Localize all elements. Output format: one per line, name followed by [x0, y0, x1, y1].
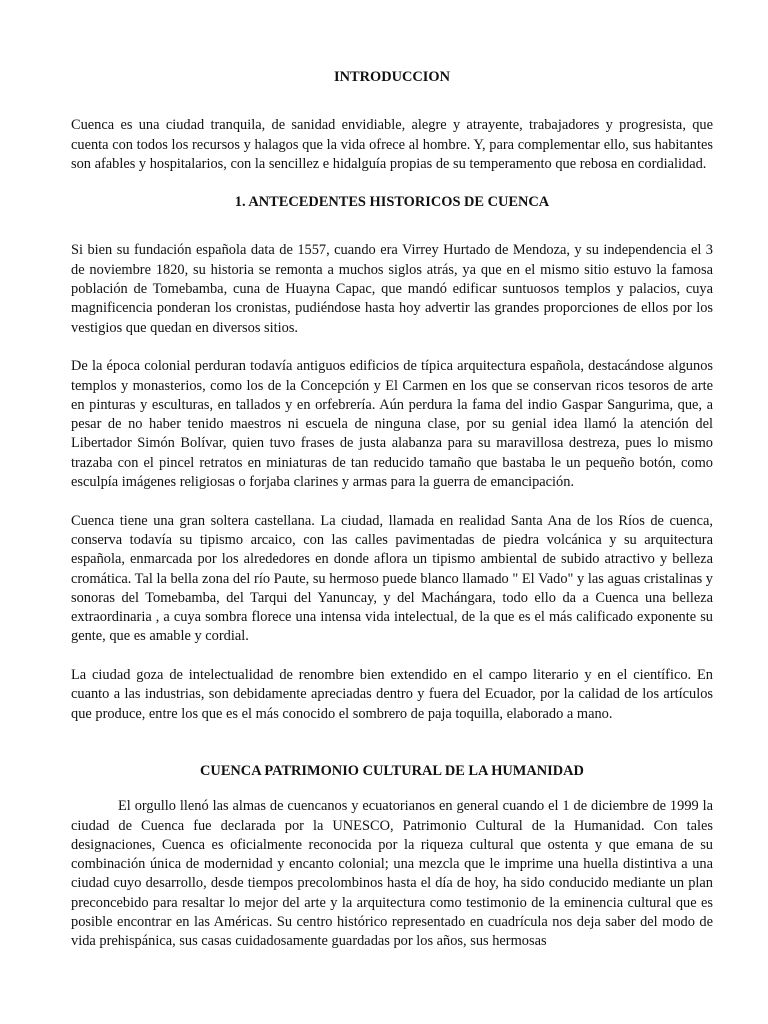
section1-body: [71, 241, 713, 723]
section2-paragraph: El orgullo llenó las almas de cuencanos y ecuatorianos en general cuando el 1 de diciembre de 1999 la ciudad de Cuenca fue declarada por la UNESCO, Patrimonio Cultural de la Humanidad. Con tales designaciones, Cuenca es oficialmente reconocida por la riqueza cultural que ostenta y que emana de su combinación única de modernidad y encanto colonial; una mezcla que le imprime una huella distintiva a una ciudad cuyo desarrollo, desde tiempos precolombinos hasta el día de hoy, ha sido conducido mediante un plan preconcebido para resaltar lo mejor del arte y la arquitectura como testimonio de la eminencia cultural que es posible encontrar en las Américas. Su centro histórico representado en cuadrícula nos deja saber del modo de vida prehispánica, sus casas cuidadosamente guardadas por los años, sus hermosas: [71, 798, 713, 950]
intro-paragraph: Cuenca es una ciudad tranquila, de sanidad envidiable, alegre y atrayente, trabajadores y progresista, que cuenta con todos los recursos y halagos que la vida ofrece al hombre. Y, para complementar ello, sus habitantes son afables y hospitalarios, con la sencillez e hidalguía propias de su temperamento que rebosa en cordialidad.: [71, 117, 713, 172]
section1-paragraph: De la época colonial perduran todavía antiguos edificios de típica arquitectura española, destacándose algunos templos y monasterios, como los de la Concepción y El Carmen en los que se conservan ricos tesoros de arte en pinturas y esculturas, en tallados y en orfebrería. Aún perdura la fama del indio Gaspar Sangurima, que, a pesar de no haber tenido maestros ni escuela de ninguna clase, por su genial idea llamó la atención del Libertador Simón Bolívar, quien tuvo frases de justa alabanza para su maravillosa destreza, pues lo mismo trazaba con el pincel retratos en miniaturas de tan reducido tamaño que bastaba le un pequeño botón, como esculpía imágenes religiosas o forjaba clarines y armas para la guerra de emancipación.: [71, 358, 713, 491]
section1-paragraph: Si bien su fundación española data de 1557, cuando era Virrey Hurtado de Mendoza, y su independencia el 3 de noviembre 1820, su historia se remonta a muchos siglos atrás, ya que en el mismo sitio estuvo la famosa población de Tomebamba, cuna de Huayna Capac, que mandó edificar suntuosos templos y palacios, cuya magnificencia ponderan los cronistas, pudiéndose hasta hoy advertir las grandes proporciones de ellos por los vestigios que quedan en diversos sitios.: [71, 242, 713, 336]
section1-paragraph: La ciudad goza de intelectualidad de renombre bien extendido en el campo literario y en el científico. En cuanto a las industrias, son debidamente apreciadas dentro y fuera del Ecuador, por la calidad de los artículos que produce, entre los que es el más conocido el sombrero de paja toquilla, elaborado a mano.: [71, 667, 713, 722]
section2-heading: CUENCA PATRIMONIO CULTURAL DE LA HUMANIDAD: [200, 762, 584, 779]
section1-paragraph: Cuenca tiene una gran soltera castellana. La ciudad, llamada en realidad Santa Ana de los Ríos de cuenca, conserva todavía su tipismo arcaico, con las calles pavimentadas de piedra volcánica y su arquitectura española, enmarcada por los alrededores en donde aflora un tipismo ambiental de subido atractivo y belleza cromática. Tal la bella zona del río Paute, su hermoso puede blanco llamado " El Vado" y las aguas cristalinas y sonoras del Tomebamba, del Tarqui del Yanuncay, y del Machángara, todo ello da a Cuenca una belleza extraordinaria , a cuya sombra florece una intensa vida intelectual, de la que es el más calificado exponente su gente, que es amable y cordial.: [71, 512, 713, 645]
section1-heading: 1. ANTECEDENTES HISTORICOS DE CUENCA: [234, 194, 550, 211]
intro-heading: INTRODUCCION: [334, 69, 450, 85]
